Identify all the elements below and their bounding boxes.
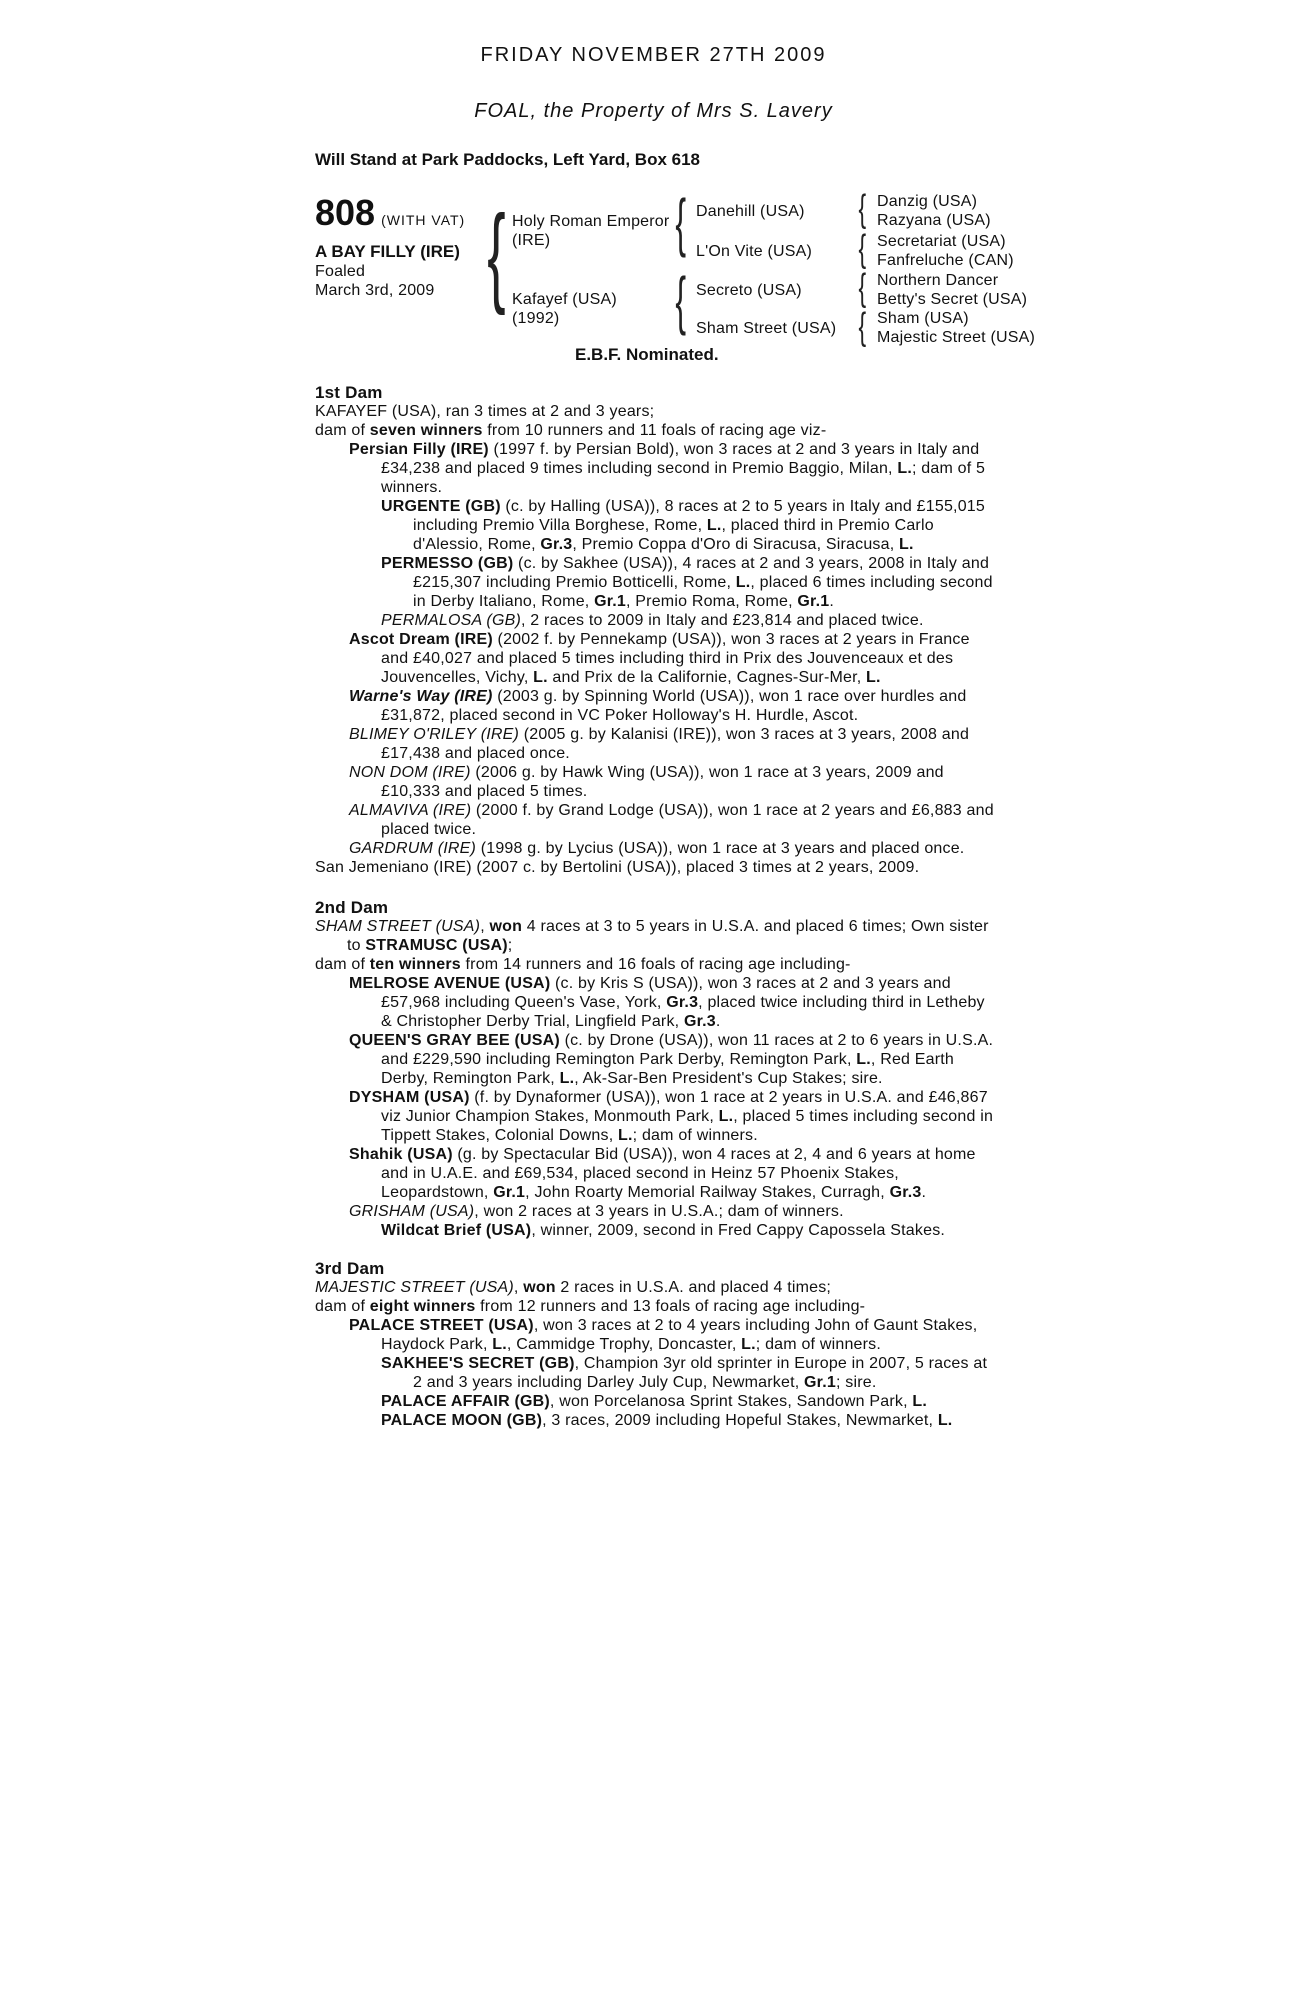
first-dam-heading: 1st Dam xyxy=(315,383,383,402)
produce-entry: MELROSE AVENUE (USA) (c. by Kris S (USA)), won 3 races at 2 and 3 years and £57,968 including Queen's Vase, York, Gr.3, placed twice including third in Letheby & Christopher Derby Trial, Lingfield Park, Gr.3. xyxy=(349,975,985,1030)
second-dam-section xyxy=(315,898,995,1240)
dam-dam: Sham Street (USA) xyxy=(696,320,837,337)
produce-entry: Shahik (USA) (g. by Spectacular Bid (USA)), won 4 races at 2, 4 and 6 years at home and in U.A.E. and £69,534, placed second in Heinz 57 Phoenix Stakes, Leopardstown, Gr.1, John Roarty Memorial Railway Stakes, Curragh, Gr.3. xyxy=(349,1146,976,1201)
sire-line2: (IRE) xyxy=(512,232,551,249)
gg-2: Razyana (USA) xyxy=(877,212,991,229)
gg-3: Secretariat (USA) xyxy=(877,233,1006,250)
second-dam-intro: SHAM STREET (USA), won 4 races at 3 to 5 years in U.S.A. and placed 6 times; Own sister to STRAMUSC (USA); xyxy=(315,918,989,954)
gg-5: Northern Dancer xyxy=(877,272,999,289)
sire-sire: Danehill (USA) xyxy=(696,203,805,220)
dam-line1: Kafayef (USA) xyxy=(512,291,617,308)
gg-6: Betty's Secret (USA) xyxy=(877,291,1028,308)
lot-number: 808 xyxy=(315,192,376,233)
produce-entry: GRISHAM (USA), won 2 races at 3 years in U.S.A.; dam of winners. xyxy=(349,1203,844,1220)
produce-entry: SAKHEE'S SECRET (GB), Champion 3yr old sprinter in Europe in 2007, 5 races at 2 and 3 years including Darley July Cup, Newmarket, Gr.1; sire. xyxy=(381,1355,988,1391)
dam-sire: Secreto (USA) xyxy=(696,282,802,299)
foaled-date: March 3rd, 2009 xyxy=(315,282,435,299)
produce-entry: DYSHAM (USA) (f. by Dynaformer (USA)), won 1 race at 2 years in U.S.A. and £46,867 viz Junior Champion Stakes, Monmouth Park, L., placed 5 times including second in Tippett Stakes, Colonial Downs, L.; dam of winners. xyxy=(349,1089,994,1144)
produce-entry: PALACE AFFAIR (GB), won Porcelanosa Sprint Stakes, Sandown Park, L. xyxy=(381,1393,928,1410)
third-dam-produce: dam of eight winners from 12 runners and 13 foals of racing age including- xyxy=(315,1298,866,1315)
second-dam-produce: dam of ten winners from 14 runners and 16 foals of racing age including- xyxy=(315,956,851,973)
third-dam-section xyxy=(315,1259,995,1430)
produce-entry: Wildcat Brief (USA), winner, 2009, second in Fred Cappy Capossela Stakes. xyxy=(381,1222,946,1239)
foaled-label: Foaled xyxy=(315,263,366,280)
brace-g2: { xyxy=(858,228,867,270)
horse-name: A BAY FILLY (IRE) xyxy=(315,242,460,261)
pedigree-brace-main: { xyxy=(487,193,506,316)
brace-g4: { xyxy=(858,306,867,348)
ebf-nominated: E.B.F. Nominated. xyxy=(575,345,719,364)
stand-location: Will Stand at Park Paddocks, Left Yard, Box 618 xyxy=(315,150,700,169)
first-dam-intro: KAFAYEF (USA), ran 3 times at 2 and 3 years; xyxy=(315,403,655,420)
lot-block xyxy=(315,192,545,300)
lot-subtitle: FOAL, the Property of Mrs S. Lavery xyxy=(474,100,833,122)
gg-7: Sham (USA) xyxy=(877,310,969,327)
brace-g3: { xyxy=(858,267,867,309)
produce-entry: ALMAVIVA (IRE) (2000 f. by Grand Lodge (USA)), won 1 race at 2 years and £6,883 and placed twice. xyxy=(349,802,994,838)
pedigree-brace-sire: { xyxy=(675,186,687,258)
third-dam-intro: MAJESTIC STREET (USA), won 2 races in U.S.A. and placed 4 times; xyxy=(315,1279,832,1296)
pedigree-brace-dam: { xyxy=(675,264,687,336)
produce-entry: San Jemeniano (IRE) (2007 c. by Bertolini (USA)), placed 3 times at 2 years, 2009. xyxy=(315,859,920,876)
dam-line2: (1992) xyxy=(512,310,560,327)
produce-entry: Ascot Dream (IRE) (2002 f. by Pennekamp (USA)), won 3 races at 2 years in France and £40,027 and placed 5 times including third in Prix des Jouvenceaux et des Jouvencelles, Vichy, L. and Prix de la Californie, Cagnes-Sur-Mer, L. xyxy=(349,631,970,686)
first-dam-produce: dam of seven winners from 10 runners and 11 foals of racing age viz- xyxy=(315,422,827,439)
gg-8: Majestic Street (USA) xyxy=(877,329,1036,346)
produce-entry: BLIMEY O'RILEY (IRE) (2005 g. by Kalanisi (IRE)), won 3 races at 3 years, 2008 and £17,438 and placed once. xyxy=(349,726,970,762)
sire-dam: L'On Vite (USA) xyxy=(696,243,813,260)
lot-vat: (WITH VAT) xyxy=(381,212,466,228)
produce-entry: PALACE MOON (GB), 3 races, 2009 including Hopeful Stakes, Newmarket, L. xyxy=(381,1412,953,1429)
sale-date: FRIDAY NOVEMBER 27TH 2009 xyxy=(480,44,827,66)
produce-entry: Persian Filly (IRE) (1997 f. by Persian Bold), won 3 races at 2 and 3 years in Italy and £34,238 and placed 9 times including second in Premio Baggio, Milan, L.; dam of 5 winners. xyxy=(349,441,986,496)
produce-entry: Warne's Way (IRE) (2003 g. by Spinning World (USA)), won 1 race over hurdles and £31,872, placed second in VC Poker Holloway's H. Hurdle, Ascot. xyxy=(349,688,967,724)
produce-entry: PERMALOSA (GB), 2 races to 2009 in Italy and £23,814 and placed twice. xyxy=(381,612,924,629)
produce-entry: NON DOM (IRE) (2006 g. by Hawk Wing (USA)), won 1 race at 3 years, 2009 and £10,333 and placed 5 times. xyxy=(349,764,944,800)
produce-entry: URGENTE (GB) (c. by Halling (USA)), 8 races at 2 to 5 years in Italy and £155,015 including Premio Villa Borghese, Rome, L., placed third in Premio Carlo d'Alessio, Rome, Gr.3, Premio Coppa d'Oro di Siracusa, Siracusa, L. xyxy=(381,498,985,553)
sire-line1: Holy Roman Emperor xyxy=(512,213,670,230)
produce-entry: PALACE STREET (USA), won 3 races at 2 to 4 years including John of Gaunt Stakes, Haydock Park, L., Cammidge Trophy, Doncaster, L.; dam of winners. xyxy=(349,1317,978,1353)
produce-entry: QUEEN'S GRAY BEE (USA) (c. by Drone (USA)), won 11 races at 2 to 6 years in U.S.A. and £229,590 including Remington Park Derby, Remington Park, L., Red Earth Derby, Remington Park, L., Ak-Sar-Ben President's Cup Stakes; sire. xyxy=(349,1032,994,1087)
first-dam-section xyxy=(315,383,995,877)
second-dam-heading: 2nd Dam xyxy=(315,898,389,917)
gg-1: Danzig (USA) xyxy=(877,193,978,210)
gg-4: Fanfreluche (CAN) xyxy=(877,252,1014,269)
third-dam-heading: 3rd Dam xyxy=(315,1259,385,1278)
produce-entry: GARDRUM (IRE) (1998 g. by Lycius (USA)), won 1 race at 3 years and placed once. xyxy=(349,840,965,857)
produce-entry: PERMESSO (GB) (c. by Sakhee (USA)), 4 races at 2 and 3 years, 2008 in Italy and £215,307 including Premio Botticelli, Rome, L., placed 6 times including second in Derby Italiano, Rome, Gr.1, Premio Roma, Rome, Gr.1. xyxy=(381,555,993,610)
brace-g1: { xyxy=(858,188,867,230)
